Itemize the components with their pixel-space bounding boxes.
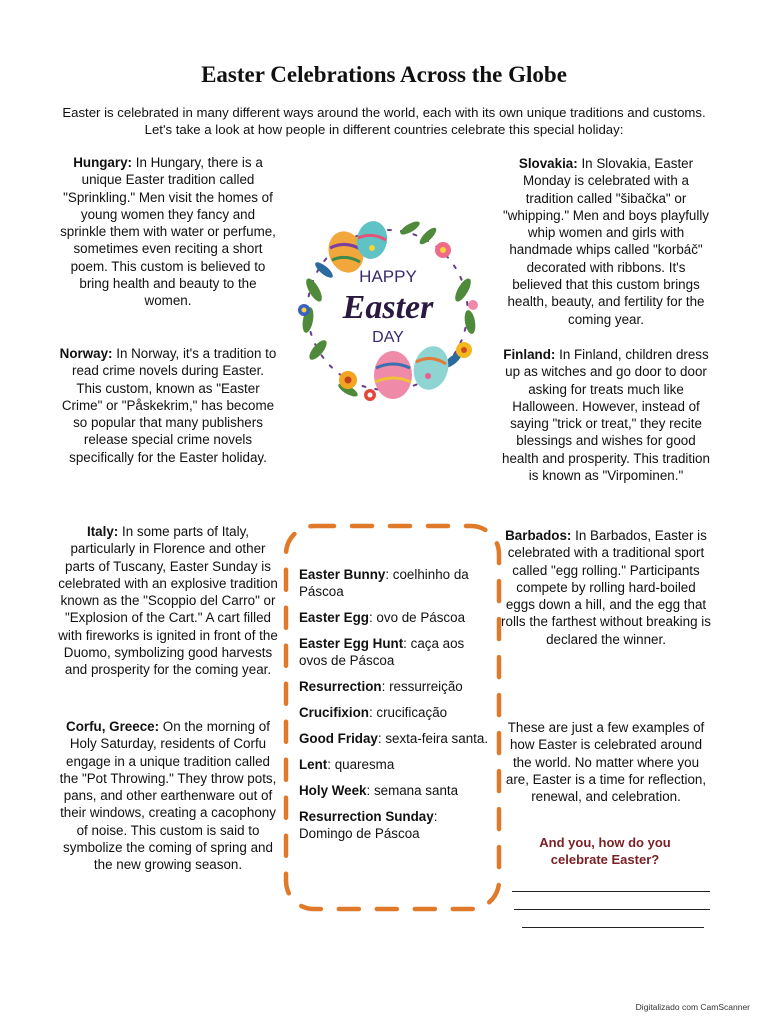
flower-icon: [456, 342, 472, 358]
vocabulary-item: Easter Bunny: coelhinho da Páscoa: [299, 567, 469, 599]
country-label: Hungary:: [73, 155, 132, 170]
country-label: Corfu, Greece:: [66, 719, 160, 734]
country-label: Slovakia:: [518, 156, 578, 171]
vocabulary-item: Lent: quaresma: [299, 757, 395, 772]
vocabulary-item: Resurrection Sunday: Domingo de Páscoa: [299, 809, 438, 841]
wreath-text-day: DAY: [372, 329, 404, 346]
section-text: In Norway, it's a tradition to read crime novels during Easter. This custom, known as "Easter Crime" or "Påskekrim," has become so popular that many publishers release special crime novels specifically for the Easter holiday.: [61, 346, 277, 465]
vocabulary-item: Resurrection: ressurreição: [299, 679, 463, 694]
section-hungary: [58, 154, 278, 310]
section-slovakia: [500, 155, 712, 328]
intro-paragraph: Easter is celebrated in many different ways around the world, each with its own unique traditions and customs. Let's take a look at how people in different countries celebrate this special holiday:: [62, 105, 706, 137]
vocabulary-item: Crucifixion: crucificação: [299, 705, 448, 720]
scanner-footer: Digitalizado com CamScanner: [635, 1002, 750, 1012]
country-label: Italy:: [86, 524, 119, 539]
flower-icon: [468, 300, 478, 310]
section-norway: [58, 345, 278, 466]
flower-icon: [435, 242, 451, 258]
flower-icon: [364, 389, 376, 401]
section-text: In some parts of Italy, particularly in Florence and other parts of Tuscany, Easter Sunday is celebrated with an explosive tradition known as the "Scoppio del Carro" or "Explosion of the Cart." A cart filled with fireworks is ignited in front of the Duomo, symbolizing good harvests and prosperity for the coming year.: [58, 524, 278, 678]
easter-egg-icon: [374, 351, 412, 399]
easter-wreath-illustration: [288, 210, 488, 410]
answer-line: [512, 891, 710, 892]
page-title: Easter Celebrations Across the Globe: [201, 62, 567, 87]
section-italy: [58, 523, 278, 679]
flower-icon: [298, 304, 310, 316]
country-label: Barbados:: [505, 528, 572, 543]
section-finland: [500, 346, 712, 484]
wreath-text-easter: Easter: [342, 289, 434, 326]
section-text: In Hungary, there is a unique Easter tradition called "Sprinkling." Men visit the homes of young women they fancy and sprinkle them with water or perfume, sometimes even reciting a short poem. This custom is believed to bring health and beauty to the women.: [60, 155, 276, 309]
answer-line: [514, 909, 710, 910]
section-text: In Finland, children dress up as witches and go door to door asking for treats much like Halloween. However, instead of saying "trick or treat," they recite blessings and wishes for good health and prosperity. This tradition is known as "Virpominen.": [502, 347, 710, 484]
country-label: Finland:: [503, 347, 556, 362]
vocabulary-item: Easter Egg: ovo de Páscoa: [299, 610, 466, 625]
section-text: In Slovakia, Easter Monday is celebrated with a tradition called "šibačka" or "whipping." Men and boys playfully whip women and girls with handmade whips called "korbáč" decorated with ribbons. It's believed that this custom brings health, beauty, and fertility for the coming year.: [502, 156, 710, 327]
question-prompt: And you, how do you celebrate Easter?: [539, 835, 671, 867]
flower-icon: [339, 371, 357, 389]
section-corfu: [58, 718, 278, 874]
section-text: On the morning of Holy Saturday, residents of Corfu engage in a unique tradition called the "Pot Throwing." They throw pots, pans, and other earthenware out of their windows, creating a cacophony of noise. This custom is said to symbolize the coming of spring and the new growing season.: [59, 719, 277, 873]
closing-paragraph: These are just a few examples of how Easter is celebrated around the world. No matter where you are, Easter is a time for reflection, renewal, and celebration.: [505, 720, 707, 805]
country-label: Norway:: [59, 346, 113, 361]
vocabulary-list: [299, 566, 489, 851]
wreath-text-happy: HAPPY: [359, 267, 417, 286]
vocabulary-item: Good Friday: sexta-feira santa.: [299, 731, 489, 746]
vocabulary-item: Easter Egg Hunt: caça aos ovos de Páscoa: [299, 636, 465, 668]
vocabulary-item: Holy Week: semana santa: [299, 783, 459, 798]
answer-line: [522, 927, 704, 928]
section-barbados: [500, 527, 712, 648]
section-text: In Barbados, Easter is celebrated with a traditional sport called "egg rolling." Participants compete by rolling hard-boiled eggs down a hill, and the egg that rolls the farthest without breaking is declared the winner.: [501, 528, 711, 647]
